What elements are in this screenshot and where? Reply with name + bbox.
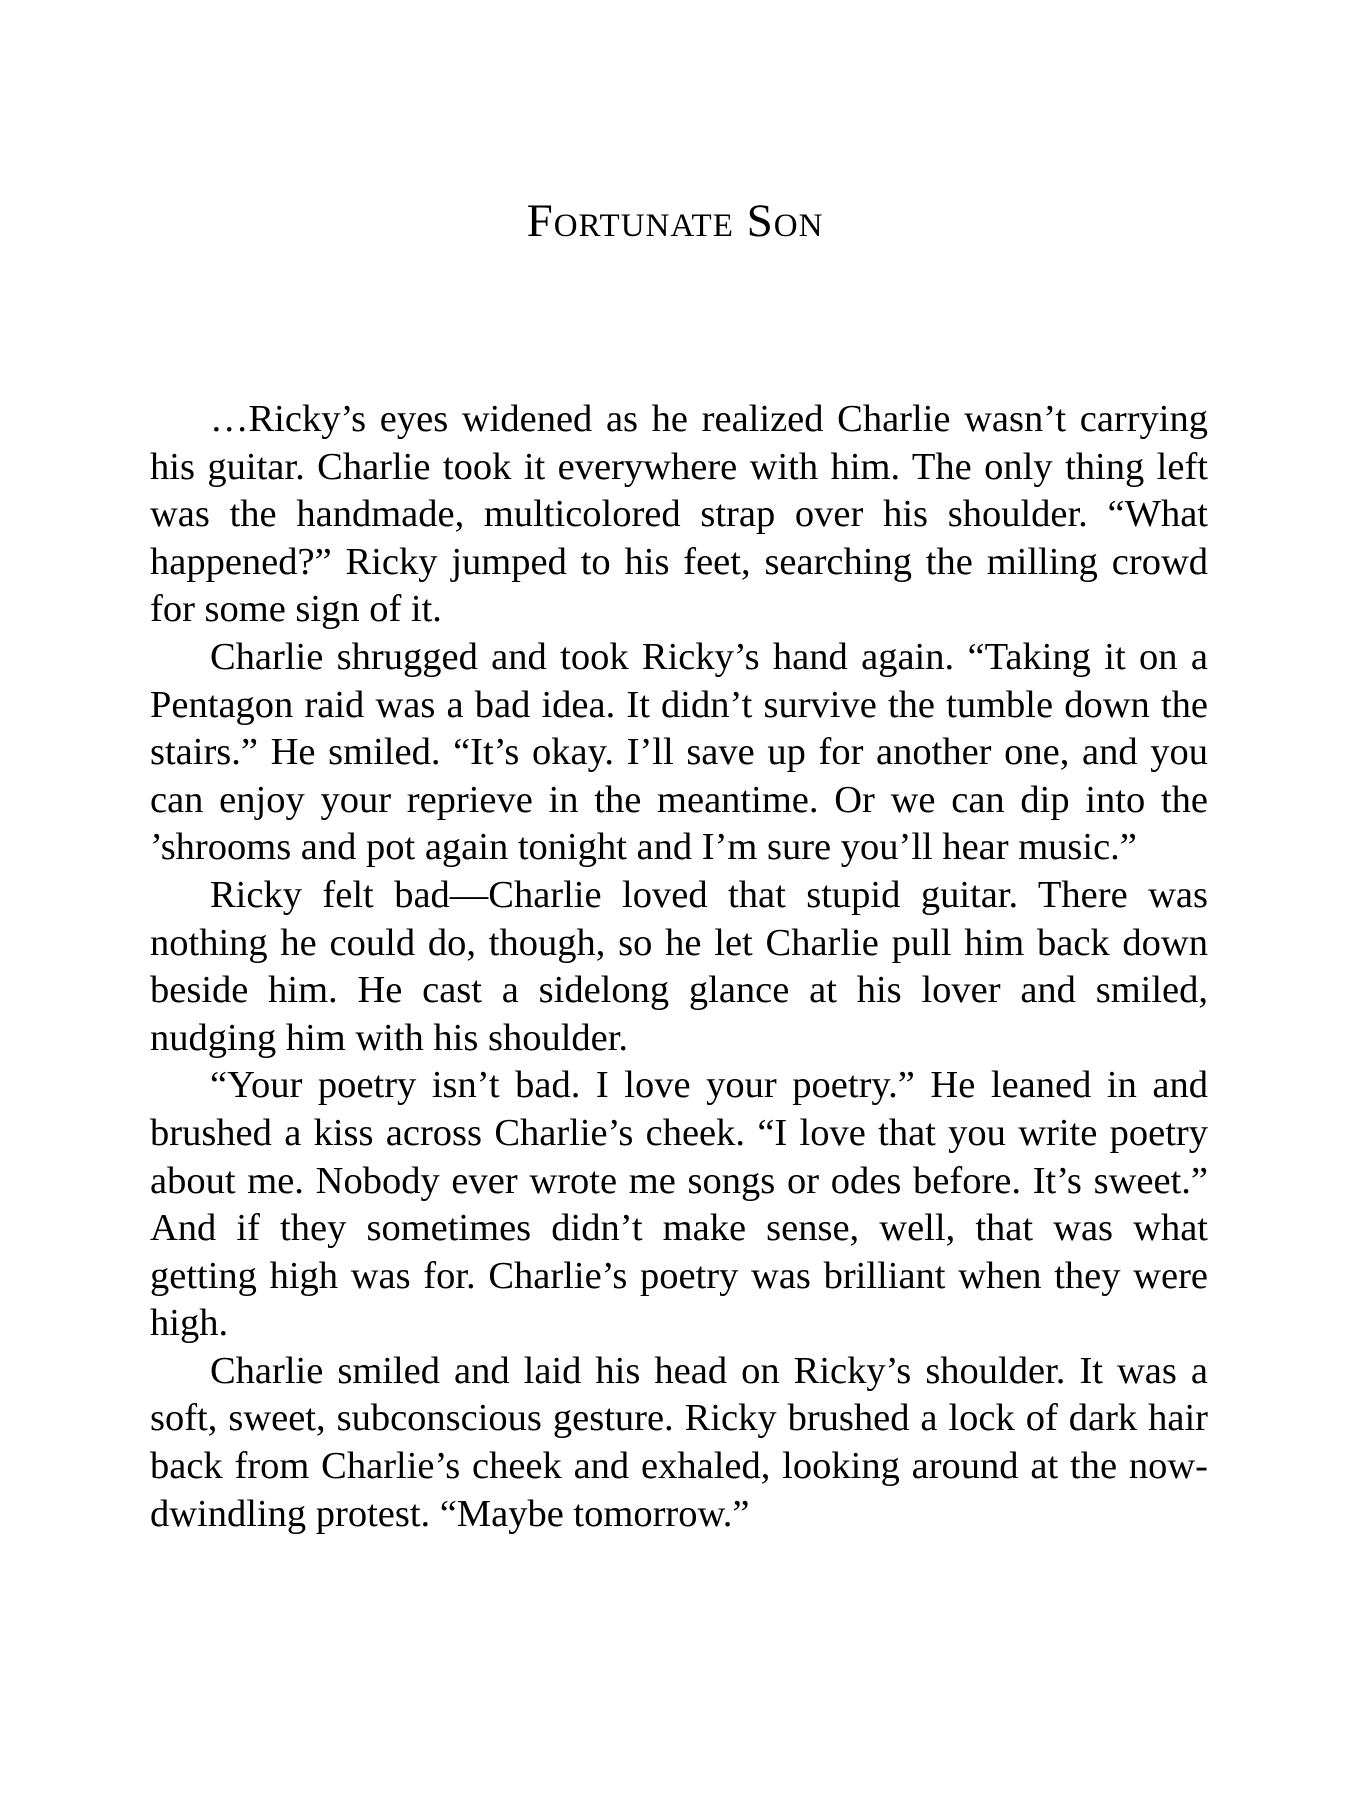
chapter-body xyxy=(150,396,1208,1538)
paragraph: “Your poetry isn’t bad. I love your poetry.” He leaned in and brushed a kiss across Charlie’s cheek. “I love that you write poetry about me. Nobody ever wrote me songs or odes before. It’s sweet.” And if they sometimes didn’t make sense, well, that was what getting high was for. Charlie’s poetry was brilliant when they were high. xyxy=(150,1064,1208,1345)
paragraph: Ricky felt bad—Charlie loved that stupid guitar. There was nothing he could do, though, so he let Charlie pull him back down beside him. He cast a sidelong glance at his lover and smiled, nudging him with his shoulder. xyxy=(150,873,1208,1059)
chapter-title: Fortunate Son xyxy=(526,195,824,247)
paragraph: Charlie smiled and laid his head on Ricky’s shoulder. It was a soft, sweet, subconscious gesture. Ricky brushed a lock of dark hair back from Charlie’s cheek and exhaled, looking around at the now-dwindling protest. “Maybe tomorrow.” xyxy=(150,1349,1208,1535)
paragraph: Charlie shrugged and took Ricky’s hand again. “Taking it on a Pentagon raid was a bad idea. It didn’t survive the tumble down the stairs.” He smiled. “It’s okay. I’ll save up for another one, and you can enjoy your reprieve in the meantime. Or we can dip into the ’shrooms and pot again tonight and I’m sure you’ll hear music.” xyxy=(150,635,1208,869)
paragraph: …Ricky’s eyes widened as he realized Charlie wasn’t carrying his guitar. Charlie took it everywhere with him. The only thing left was the handmade, multicolored strap over his shoulder. “What happened?” Ricky jumped to his feet, searching the milling crowd for some sign of it. xyxy=(150,398,1208,631)
